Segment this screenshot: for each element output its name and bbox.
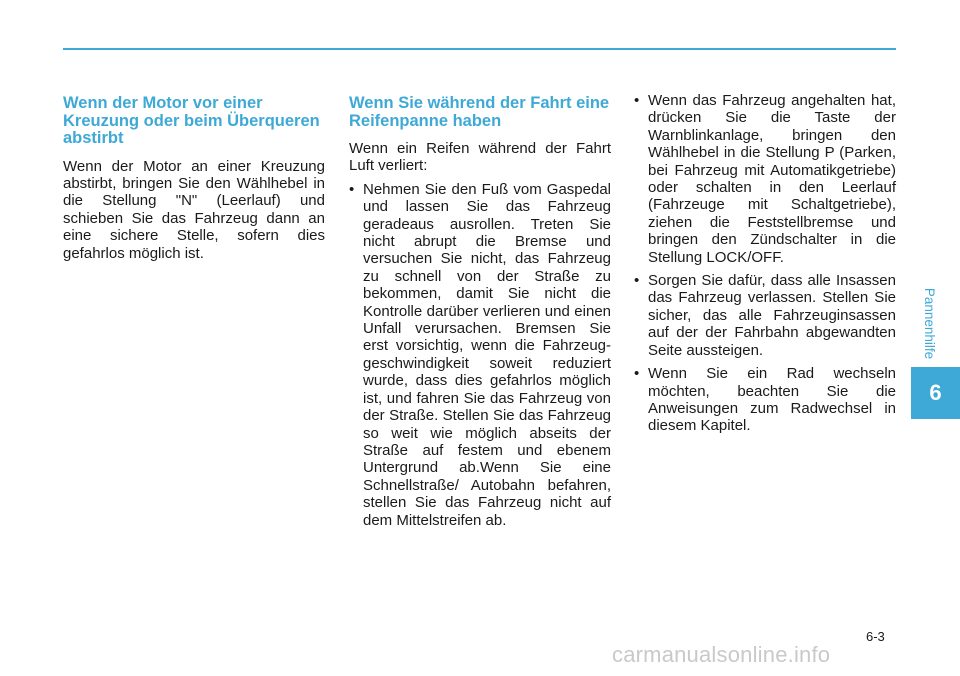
list-item: • Sorgen Sie dafür, dass alle Insassen das Fahrzeug verlassen. Stellen Sie sicher, das alle Fahrzeuginsassen auf der der Fahrbahn abgewandten Seite aussteigen. xyxy=(634,272,896,359)
page-number: 6-3 xyxy=(866,629,885,644)
top-divider xyxy=(63,48,896,50)
list-item: • Wenn das Fahrzeug angehalten hat, drücken Sie die Taste der Warnblinkanlage, bringen den Wählhebel in die Stellung P (Parken, bei Fahrzeug mit Automatikgetriebe) oder schalten in den Leerlauf (Fahrzeuge mit Schaltgetriebe), ziehen die Feststellbremse und bringen den Zündschalter in die Stellung LOCK/OFF. xyxy=(634,92,896,266)
chapter-tab: 6 xyxy=(911,367,960,419)
list-item: • Nehmen Sie den Fuß vom Gaspedal und lassen Sie das Fahrzeug geradeaus ausrollen. Treten Sie nicht abrupt die Bremse und versuchen Sie nicht, das Fahrzeug zu schnell von der Straße zu bekommen, damit Sie nicht die Kontrolle darüber verlieren und einen Unfall verursachen. Bremsen Sie erst vorsichtig, wenn die Fahrzeug-geschwindigkeit soweit reduziert wurde, dass dies gefahrlos möglich ist, und fahren Sie das Fahrzeug von der Straße. Stellen Sie das Fahrzeug so weit wie möglich abseits der Straße auf festem und ebenem Untergrund ab.Wenn Sie eine Schnellstraße/ Autobahn befahren, stellen Sie das Fahrzeug nicht auf dem Mittelstreifen ab. xyxy=(349,181,611,529)
section-side-label xyxy=(918,285,942,361)
section-heading-engine-stall: Wenn der Motor vor einer Kreuzung oder beim Überqueren abstirbt xyxy=(63,94,320,147)
after-stop-list xyxy=(634,92,896,435)
column-right xyxy=(634,92,896,441)
section-side-label-text: Pannenhilfe xyxy=(922,287,938,359)
watermark: carmanualsonline.info xyxy=(612,642,831,667)
engine-stall-paragraph: Wenn der Motor an einer Kreuzung abstirbt, bringen Sie den Wählhebel in die Stellung "N" (Leerlauf) und schieben Sie das Fahrzeug dann an eine sichere Stelle, sofern dies gefahrlos möglich ist. xyxy=(63,157,325,262)
column-left xyxy=(63,95,325,268)
list-item: • Wenn Sie ein Rad wechseln möchten, beachten Sie die Anweisungen zum Radwechsel in diesem Kapitel. xyxy=(634,365,896,435)
flat-tire-list xyxy=(349,181,611,529)
flat-tire-intro: Wenn ein Reifen während der Fahrt Luft verliert: xyxy=(349,140,611,175)
section-heading-flat-tire: Wenn Sie während der Fahrt eine Reifenpanne haben xyxy=(349,94,610,130)
column-middle xyxy=(349,95,611,535)
